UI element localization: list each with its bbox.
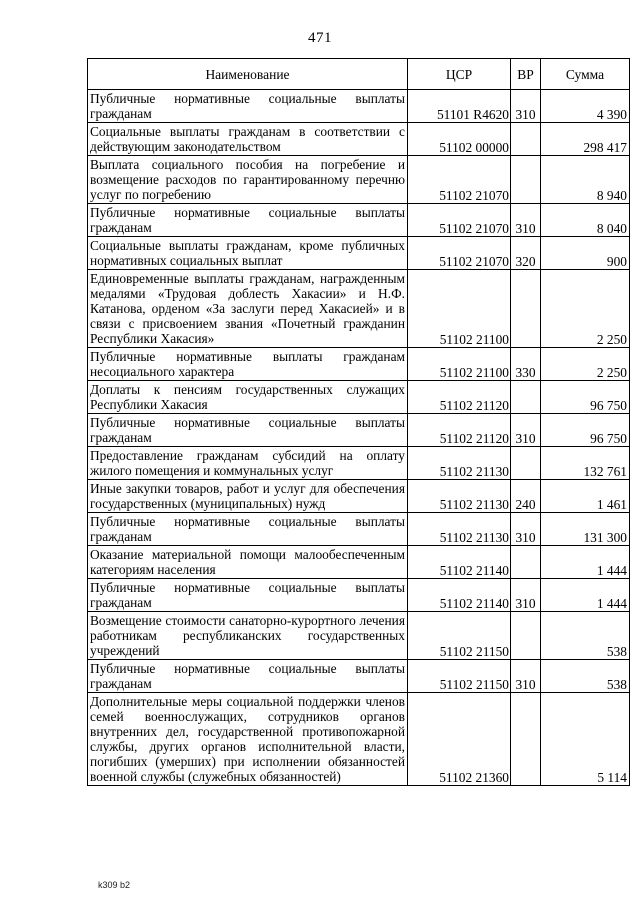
row-sum-cell: 96 750 — [541, 414, 630, 447]
row-name-cell: Публичные нормативные социальные выплаты гражданам — [88, 513, 408, 546]
table-row — [88, 660, 630, 693]
table-row — [88, 90, 630, 123]
row-sum-cell: 900 — [541, 237, 630, 270]
row-csr-cell: 51102 21140 — [408, 546, 511, 579]
row-vr-cell — [511, 123, 541, 156]
footer-mark: k309 b2 — [98, 880, 131, 890]
row-name-cell: Социальные выплаты гражданам в соответствии с действующим законодательством — [88, 123, 408, 156]
row-csr-cell: 51102 21100 — [408, 348, 511, 381]
row-vr-cell: 310 — [511, 414, 541, 447]
row-vr-cell: 310 — [511, 513, 541, 546]
row-sum-cell: 538 — [541, 612, 630, 660]
row-vr-cell: 310 — [511, 660, 541, 693]
row-sum-cell: 5 114 — [541, 693, 630, 786]
row-name-cell: Возмещение стоимости санаторно-курортного лечения работникам республиканских государственных учреждений — [88, 612, 408, 660]
row-vr-cell: 330 — [511, 348, 541, 381]
row-csr-cell: 51102 21360 — [408, 693, 511, 786]
table-row — [88, 612, 630, 660]
row-csr-cell: 51102 21070 — [408, 237, 511, 270]
row-name-cell: Предоставление гражданам субсидий на оплату жилого помещения и коммунальных услуг — [88, 447, 408, 480]
row-name-cell: Публичные нормативные социальные выплаты гражданам — [88, 660, 408, 693]
row-sum-cell: 298 417 — [541, 123, 630, 156]
row-name-cell: Публичные нормативные социальные выплаты гражданам — [88, 414, 408, 447]
row-csr-cell: 51102 21070 — [408, 156, 511, 204]
table-row — [88, 381, 630, 414]
row-name-cell: Дополнительные меры социальной поддержки членов семей военнослужащих, сотрудников органов внутренних дел, государственной противопожарной службы, других органов исполнительной власти, погибших (умерших) при исполнении обязанностей военной службы (служебных обязанностей) — [88, 693, 408, 786]
header-csr: ЦСР — [408, 59, 511, 90]
row-csr-cell: 51102 21070 — [408, 204, 511, 237]
header-sum: Сумма — [541, 59, 630, 90]
row-csr-cell: 51102 21120 — [408, 414, 511, 447]
row-vr-cell: 320 — [511, 237, 541, 270]
row-vr-cell — [511, 270, 541, 348]
table-row — [88, 480, 630, 513]
row-sum-cell: 1 444 — [541, 546, 630, 579]
table-row — [88, 546, 630, 579]
row-sum-cell: 131 300 — [541, 513, 630, 546]
row-csr-cell: 51102 21100 — [408, 270, 511, 348]
row-name-cell: Социальные выплаты гражданам, кроме публичных нормативных социальных выплат — [88, 237, 408, 270]
header-name: Наименование — [88, 59, 408, 90]
row-name-cell: Выплата социального пособия на погребение и возмещение расходов по гарантированному перечню услуг по погребению — [88, 156, 408, 204]
row-csr-cell: 51102 00000 — [408, 123, 511, 156]
table-row — [88, 348, 630, 381]
table-row — [88, 156, 630, 204]
table-row — [88, 513, 630, 546]
header-vr: ВР — [511, 59, 541, 90]
row-name-cell: Доплаты к пенсиям государственных служащих Республики Хакасия — [88, 381, 408, 414]
row-name-cell: Публичные нормативные социальные выплаты гражданам — [88, 90, 408, 123]
row-csr-cell: 51102 21140 — [408, 579, 511, 612]
row-name-cell: Единовременные выплаты гражданам, награжденным медалями «Трудовая доблесть Хакасии» и Н.Ф. Катанова, орденом «За заслуги перед Хакасией» и в связи с присвоением звания «Почетный гражданин Республики Хакасия» — [88, 270, 408, 348]
row-vr-cell: 310 — [511, 90, 541, 123]
row-sum-cell: 8 040 — [541, 204, 630, 237]
row-vr-cell — [511, 381, 541, 414]
table-row — [88, 123, 630, 156]
row-sum-cell: 1 444 — [541, 579, 630, 612]
row-sum-cell: 1 461 — [541, 480, 630, 513]
table-row — [88, 237, 630, 270]
budget-table — [87, 58, 630, 786]
row-csr-cell: 51101 R4620 — [408, 90, 511, 123]
row-vr-cell — [511, 693, 541, 786]
row-vr-cell — [511, 156, 541, 204]
row-name-cell: Оказание материальной помощи малообеспеченным категориям населения — [88, 546, 408, 579]
row-sum-cell: 132 761 — [541, 447, 630, 480]
row-csr-cell: 51102 21120 — [408, 381, 511, 414]
row-sum-cell: 2 250 — [541, 270, 630, 348]
row-vr-cell — [511, 546, 541, 579]
table-row — [88, 579, 630, 612]
row-sum-cell: 2 250 — [541, 348, 630, 381]
table-row — [88, 204, 630, 237]
row-csr-cell: 51102 21130 — [408, 513, 511, 546]
row-csr-cell: 51102 21150 — [408, 612, 511, 660]
row-vr-cell: 310 — [511, 204, 541, 237]
row-sum-cell: 4 390 — [541, 90, 630, 123]
row-csr-cell: 51102 21130 — [408, 447, 511, 480]
row-vr-cell — [511, 447, 541, 480]
row-vr-cell — [511, 612, 541, 660]
row-name-cell: Иные закупки товаров, работ и услуг для обеспечения государственных (муниципальных) нужд — [88, 480, 408, 513]
row-name-cell: Публичные нормативные выплаты гражданам несоциального характера — [88, 348, 408, 381]
row-vr-cell: 240 — [511, 480, 541, 513]
table-body — [88, 90, 630, 786]
table-row — [88, 693, 630, 786]
row-name-cell: Публичные нормативные социальные выплаты гражданам — [88, 579, 408, 612]
row-sum-cell: 8 940 — [541, 156, 630, 204]
table-header-row — [88, 59, 630, 90]
table-row — [88, 414, 630, 447]
row-sum-cell: 538 — [541, 660, 630, 693]
row-sum-cell: 96 750 — [541, 381, 630, 414]
row-csr-cell: 51102 21130 — [408, 480, 511, 513]
page-number: 471 — [308, 30, 332, 46]
table-row — [88, 447, 630, 480]
row-csr-cell: 51102 21150 — [408, 660, 511, 693]
row-name-cell: Публичные нормативные социальные выплаты гражданам — [88, 204, 408, 237]
row-vr-cell: 310 — [511, 579, 541, 612]
table-row — [88, 270, 630, 348]
